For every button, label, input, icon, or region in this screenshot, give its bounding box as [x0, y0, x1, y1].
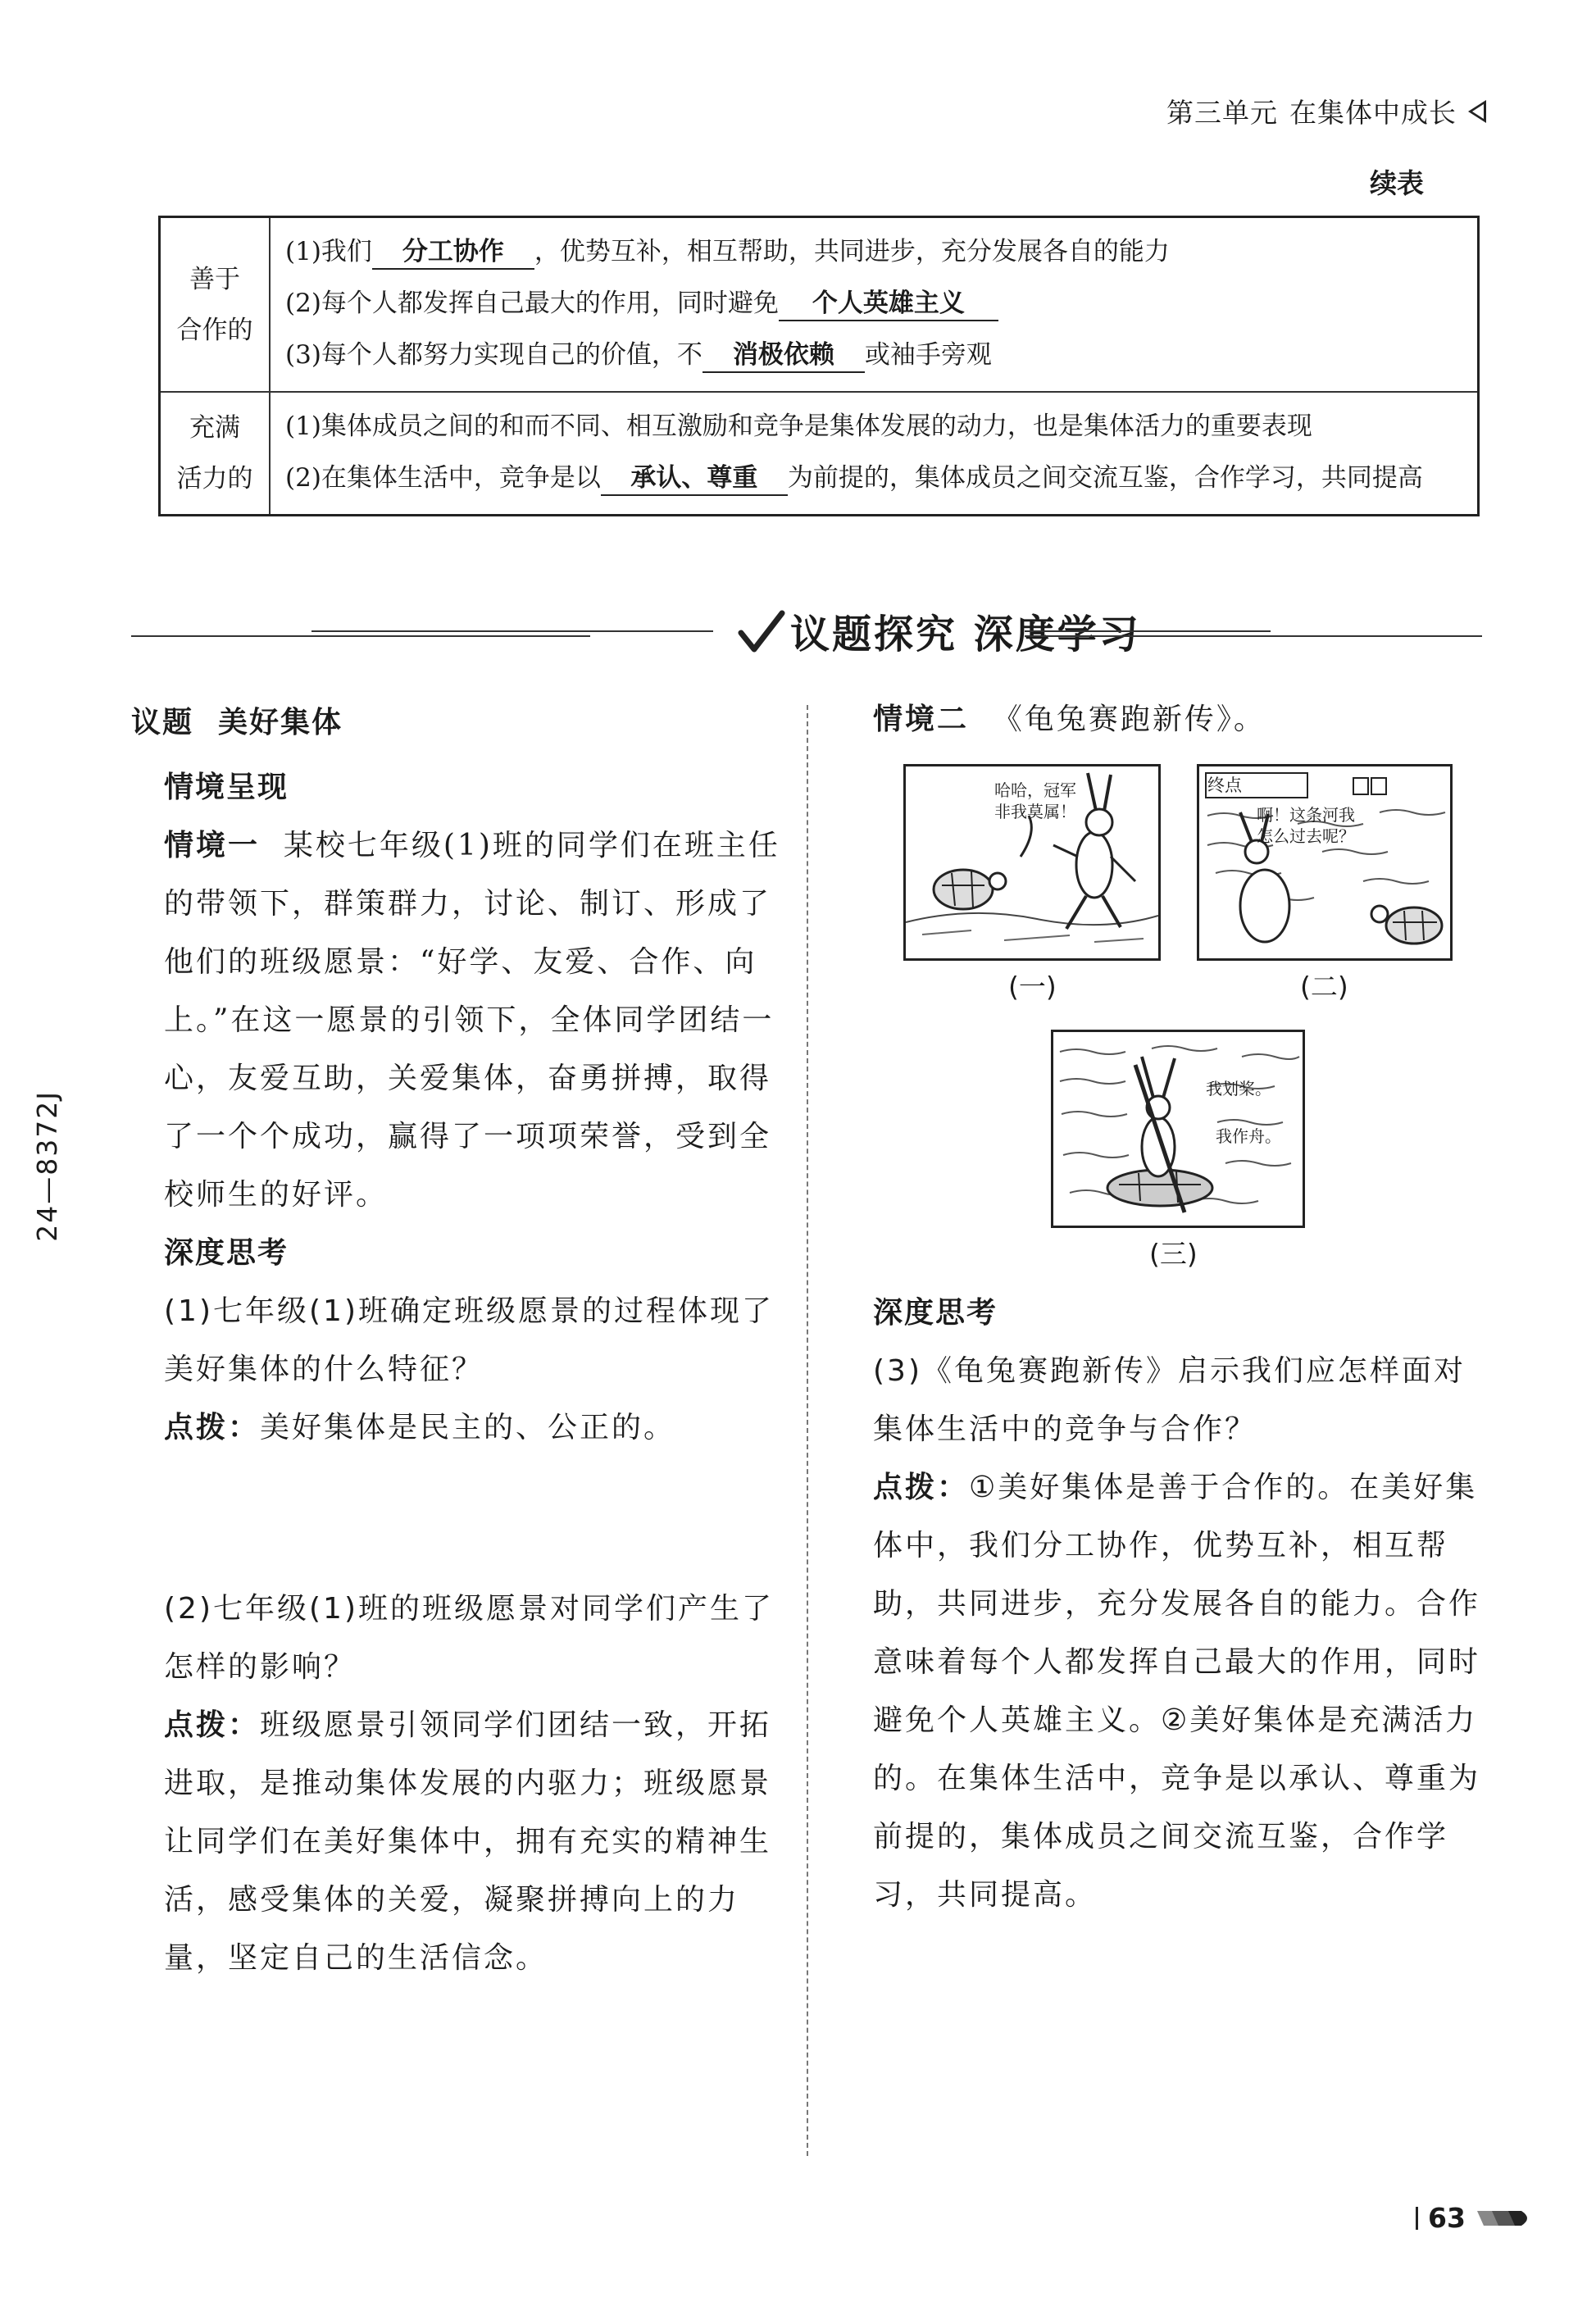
speech-bubble: 哈哈，冠军 非我莫属！ [994, 780, 1076, 821]
hint-3 [873, 1458, 1488, 1924]
summary-table [158, 216, 1480, 516]
answer-1: 美好集体是民主的、公正的。 [260, 1411, 676, 1444]
unit-header [1166, 92, 1486, 130]
title-rule [131, 635, 590, 637]
issue-name: 美好集体 [218, 706, 343, 739]
answer-blank: 个人英雄主义 [779, 287, 998, 321]
deep-thinking-heading: 深度思考 [164, 1236, 289, 1270]
page-number-text: 63 [1428, 2202, 1466, 2234]
answer-blank: 分工协作 [372, 235, 534, 270]
answer-3: ①美好集体是善于合作的。在美好集体中，我们分工协作，优势互补，相互帮助，共同进步，充分发展各自的能力。合作意味着每个人都发挥自己最大的作用，同时避免个人英雄主义。②美好集体是充满活力的。在集体生活中，竞争是以承认、尊重为前提的，集体成员之间交流互鉴，合作学习，共同提高。 [873, 1471, 1481, 1912]
title-rule [311, 630, 713, 632]
unit-number: 第三单元 [1166, 97, 1278, 129]
unit-title: 在集体中成长 [1289, 97, 1457, 129]
table-item: (1)集体成员之间的和而不同、相互激励和竞争是集体发展的动力，也是集体活力的重要表现 [285, 412, 1312, 441]
table-item: (2)每个人都发挥自己最大的作用，同时避免 个人英雄主义 [285, 278, 1464, 330]
situation1-text: 某校七年级(1)班的同学们在班主任的带领下，群策群力，讨论、制订、形成了他们的班级愿景：“好学、友爱、合作、向上。”在这一愿景的引领下，全体同学团结一心，友爱互助，关爱集体，奋勇拼搏，取得了一个个成功，赢得了一项项荣誉，受到全校师生的好评。 [164, 829, 780, 1212]
continued-label: 续表 [1370, 167, 1424, 199]
hint-label: 点拨： [164, 1411, 261, 1444]
category-text: 充满 [189, 413, 240, 443]
question-2: (2)七年级(1)班的班级愿景对同学们产生了怎样的影响？ [164, 1592, 774, 1684]
right-column [873, 699, 1488, 740]
category-text: 活力的 [176, 464, 253, 493]
category-text: 合作的 [176, 315, 253, 345]
speech-bubble: 我划桨。 [1206, 1079, 1271, 1098]
page-decoration-icon [1476, 2208, 1533, 2229]
issue-tag: 议题 [131, 706, 194, 739]
answer-blank: 承认、尊重 [601, 462, 788, 496]
print-code: 24—8372J [31, 1090, 63, 1242]
table-item: (1)我们 分工协作 ，优势互补，相互帮助，共同进步，充分发展各自的能力 [285, 226, 1464, 278]
question-3: (3)《龟兔赛跑新传》启示我们应怎样面对集体生活中的竞争与合作？ [873, 1354, 1466, 1446]
finish-sign: 终点 [1207, 775, 1242, 795]
left-column [164, 758, 787, 1987]
category-text: 善于 [189, 264, 240, 294]
table-row [160, 217, 1479, 393]
table-item: (2)在集体生活中，竞争是以 承认、尊重 为前提的，集体成员之间交流互鉴，合作学习，共同提高 [285, 453, 1464, 504]
hint-2 [164, 1696, 787, 1987]
divider-bar [1416, 2207, 1418, 2230]
situation2-label: 情境二 [873, 703, 970, 736]
hint-label: 点拨： [873, 1471, 970, 1504]
right-analysis [873, 1284, 1488, 1924]
items-cell [270, 392, 1479, 516]
situation2-line [873, 699, 1488, 740]
situation1-paragraph [164, 816, 787, 1224]
page-number [1416, 2202, 1533, 2234]
comic-panel-2 [1197, 764, 1453, 961]
title-rule [1025, 630, 1271, 632]
hint-label: 点拨： [164, 1708, 261, 1742]
triangle-left-icon [1468, 100, 1486, 123]
panel-caption: (二) [1300, 971, 1348, 1003]
answer-space [164, 1457, 787, 1580]
title-rule [1025, 635, 1482, 637]
answer-blank: 消极依赖 [703, 339, 865, 373]
section-title-text: 议题探究 深度学习 [790, 612, 1141, 657]
table-item: (3)每个人都努力实现自己的价值，不 消极依赖 或袖手旁观 [285, 330, 1464, 381]
category-cell [160, 392, 271, 516]
speech-bubble: 我作舟。 [1216, 1126, 1281, 1146]
comic-panel-3 [1051, 1030, 1305, 1228]
panel-caption: (三) [1149, 1238, 1198, 1270]
category-cell [160, 217, 271, 393]
issue-label [131, 699, 343, 741]
deep-thinking-heading: 深度思考 [873, 1296, 998, 1330]
question-1: (1)七年级(1)班确定班级愿景的过程体现了美好集体的什么特征？ [164, 1294, 774, 1386]
column-divider [807, 705, 808, 2156]
situation-heading: 情境呈现 [164, 771, 289, 804]
items-cell [270, 217, 1479, 393]
speech-bubble: 啊！这条河我 怎么过去呢？ [1257, 805, 1355, 846]
section-title [131, 603, 1482, 668]
answer-2: 班级愿景引领同学们团结一致，开拓进取，是推动集体发展的内驱力；班级愿景让同学们在美好集体中，拥有充实的精神生活，感受集体的关爱，凝聚拼搏向上的力量，坚定自己的生活信念。 [164, 1708, 772, 1975]
hint-1 [164, 1399, 787, 1457]
situation1-label: 情境一 [164, 829, 261, 862]
checkmark-icon [738, 608, 785, 654]
comic-panel-1 [903, 764, 1161, 961]
situation2-title: 《龟兔赛跑新传》。 [992, 703, 1266, 736]
table-row [160, 392, 1479, 516]
panel-caption: (一) [1008, 971, 1057, 1003]
